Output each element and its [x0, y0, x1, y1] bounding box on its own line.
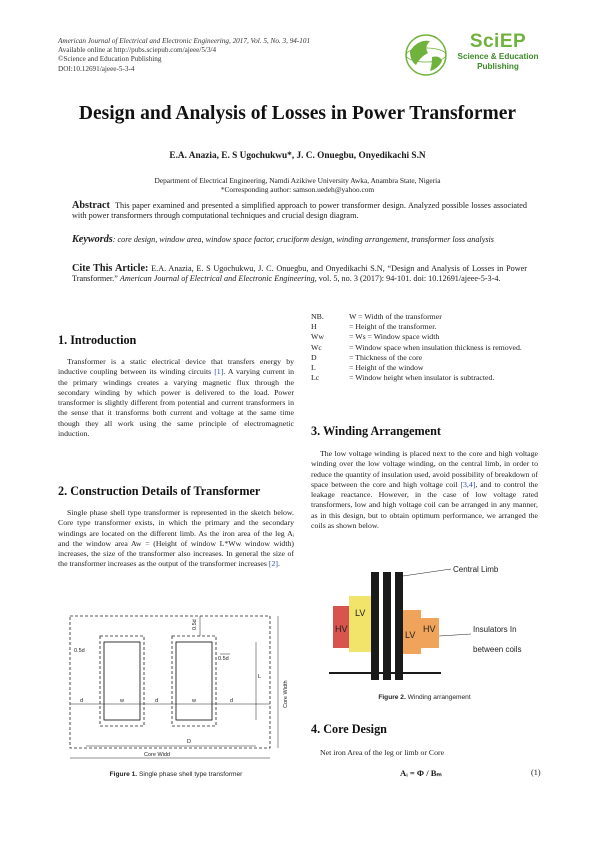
core-lamination: [395, 572, 403, 680]
nomenclature-def: = Window height when insulator is subtracted.: [349, 373, 495, 383]
construction-text-b: .: [277, 559, 280, 569]
journal-name: American Journal of Electrical and Electronic Engineering, 2017, Vol. 5, No. 3, 94-101: [58, 37, 311, 45]
logo-name: SciEP: [469, 31, 527, 52]
figure-2-caption-text: Winding arrangement: [405, 694, 471, 701]
corresponding-author: *Corresponding author: samson.uedeh@yahoo.com: [220, 185, 375, 195]
cite-text: E.A. Anazia, E. S Ugochukwu, J. C. Onuegbu, and Onyedikachi S.N, “Design and Analysis of Losses in Power Transformer.”: [72, 264, 528, 284]
nomenclature-symbol: Lc: [311, 373, 320, 383]
label-core-width-h: Core Widd: [144, 752, 170, 758]
coil-label-hv-right: HV: [423, 624, 436, 634]
publisher-line: ©Science and Education Publishing: [58, 55, 162, 64]
abstract-label: Abstract: [72, 200, 110, 211]
logo-sub1: Science & Education: [457, 52, 539, 61]
construction-paragraph: [58, 508, 294, 570]
left-window: [100, 636, 144, 726]
nomenclature-row: [311, 332, 522, 342]
figure-2-caption: [311, 694, 538, 701]
paper-title: Design and Analysis of Losses in Power Transformer: [78, 103, 517, 124]
nomenclature-list: [311, 312, 538, 383]
central-limb-label: Central Limb: [453, 565, 499, 574]
cite-this-article: [72, 264, 527, 285]
winding-text-a: The low voltage winding is placed next to the core and high voltage winding over the low voltage winding, on the central limb, in order to reduce the quantity of insulation used, avoid possibility of breakdown of space between the core and high voltage coil: [311, 449, 538, 489]
insulators-label-2: between coils: [473, 645, 522, 654]
right-window: [172, 636, 216, 726]
label-core-width-v: Core Width: [283, 680, 289, 708]
heading-introduction: 1. Introduction: [58, 333, 137, 347]
label-D: D: [187, 739, 191, 745]
coil-label-lv-left: LV: [355, 608, 366, 618]
nomenclature-row: [311, 353, 522, 363]
figure-1-caption: [58, 771, 294, 778]
sciep-logo: [402, 31, 547, 79]
figure-1-label: Figure 1.: [109, 771, 138, 778]
authors: E.A. Anazia, E. S Ugochukwu*, J. C. Onuegbu, Onyedikachi S.N: [169, 151, 426, 161]
ref-1-link[interactable]: [1]: [214, 367, 224, 377]
label-0-5d-right: 0.5d: [218, 656, 229, 662]
nomenclature-row: [311, 373, 522, 383]
figure-1-diagram: [60, 608, 298, 766]
cite-label: Cite This Article:: [72, 263, 149, 274]
right-window-inner: [176, 642, 212, 720]
abstract: [72, 201, 527, 222]
affiliation: [0, 176, 595, 194]
heading-core-design: 4. Core Design: [311, 722, 387, 736]
equation-1: Aᵢ = Φ / Bₘ: [400, 768, 442, 778]
nomenclature-row: [311, 343, 522, 353]
insulators-pointer: [439, 634, 471, 636]
central-limb-pointer: [403, 569, 451, 576]
cite-volume: , vol. 5, no. 3 (2017): 94-101. doi: 10.12691/ajeee-5-3-4.: [314, 274, 501, 284]
nomenclature-def: = Window space when insulation thickness is removed.: [349, 342, 522, 352]
equation-1-number: (1): [531, 768, 541, 777]
construction-text-a: Single phase shell type transformer is represented in the sketch below. Core type transformer exists, in which the primary and the secondary windings are located on the different limb. As the iron area of the leg Aᵢ and the window area Aw = (Height of window L*Ww window width) increases, the size of the transformer also increases. In general the size of the transformer increases as the output of the transformer increases: [58, 508, 294, 569]
abstract-text: This paper examined and presented a simplified approach to power transformer design. Analyzed possible losses associated with power transformers through computational techniques and crucial design diagram.: [72, 201, 527, 221]
journal-header: [58, 37, 310, 74]
core-lamination: [371, 572, 379, 680]
ref-3-4-link[interactable]: [3,4]: [460, 479, 476, 489]
keywords: [72, 235, 527, 245]
coil-lv-left: [349, 596, 371, 652]
insulators-label-1: Insulators In: [473, 625, 517, 634]
label-d2: d: [155, 698, 159, 704]
globe-icon: [402, 31, 450, 79]
nomenclature-symbol: L: [311, 363, 316, 373]
nomenclature-symbol: NB.: [311, 312, 324, 321]
core-paragraph: Net iron Area of the leg or limb or Core: [320, 748, 445, 757]
nomenclature-row: [311, 363, 522, 373]
nomenclature-row: [311, 312, 522, 322]
cite-journal: American Journal of Electrical and Electronic Engineering: [119, 274, 315, 284]
intro-text-b: . A varying current in the primary windings creates a varying magnetic flux through the secondary winding by which power is delivered to the load. Power transformer is slightly different from potential and current transformers in the sense that it transforms both current and voltage at the same time though they all work using the same principle of electromagnetic induction.: [58, 367, 295, 439]
nomenclature-def: W = Width of the transformer: [349, 312, 442, 321]
nomenclature-def: = Ws = Window space width: [349, 332, 440, 342]
nomenclature-def: = Thickness of the core: [349, 352, 423, 362]
keywords-text: : core design, window area, window space factor, cruciform design, winding arrangement, transformer loss analysis: [112, 235, 494, 244]
nomenclature-symbol: Wc: [311, 342, 322, 352]
heading-winding-arrangement: 3. Winding Arrangement: [311, 424, 441, 438]
label-d1: d: [80, 698, 84, 704]
core-lamination: [383, 572, 391, 680]
logo-sub2: Publishing: [477, 62, 519, 71]
label-0-5d-left: 0.5d: [74, 648, 85, 654]
nomenclature-def: = Height of the transformer.: [349, 322, 437, 332]
heading-construction: 2. Construction Details of Transformer: [58, 484, 261, 498]
left-window-inner: [104, 642, 140, 720]
keywords-label: Keywords: [72, 234, 113, 245]
nomenclature-symbol: Ww: [311, 332, 324, 342]
label-w2: w: [192, 698, 196, 704]
coil-label-lv-right: LV: [405, 630, 416, 640]
online-url[interactable]: Available online at http://pubs.sciepub.com/ajeee/5/3/4: [58, 46, 217, 55]
doi: DOI:10.12691/ajeee-5-3-4: [58, 64, 135, 73]
intro-paragraph: [58, 357, 294, 439]
winding-paragraph: [311, 449, 538, 531]
nomenclature-row: [311, 322, 522, 332]
label-0-5d-top: 0.5d: [192, 619, 198, 630]
ref-2-link[interactable]: [2]: [268, 559, 278, 569]
figure-2-label: Figure 2.: [378, 694, 406, 701]
coil-label-hv-left: HV: [335, 624, 348, 634]
figure-1-caption-text: Single phase shell type transformer: [137, 771, 243, 778]
core-base: [329, 672, 441, 674]
intro-text-a: Transformer is a static electrical device that transfers energy by inductive coupling between its winding circuits: [58, 357, 294, 377]
nomenclature-def: = Height of the window: [349, 363, 424, 373]
department: Department of Electrical Engineering, Namdi Azikiwe University Awka, Anambra State, Nigeria: [154, 176, 441, 185]
label-L: L: [258, 674, 262, 680]
nomenclature-symbol: D: [311, 352, 317, 362]
winding-text-b: , and to control the leakage reactance. However, in the case of low voltage rated transformers, low and high voltage coil can be arranged in any manner, as in this design, but to obtain optimum performance, we arranged the coils as shown below.: [311, 479, 538, 531]
label-d3: d: [230, 698, 234, 704]
label-w1: w: [120, 698, 124, 704]
nomenclature-symbol: H: [311, 322, 317, 332]
figure-2-diagram: [311, 560, 538, 688]
